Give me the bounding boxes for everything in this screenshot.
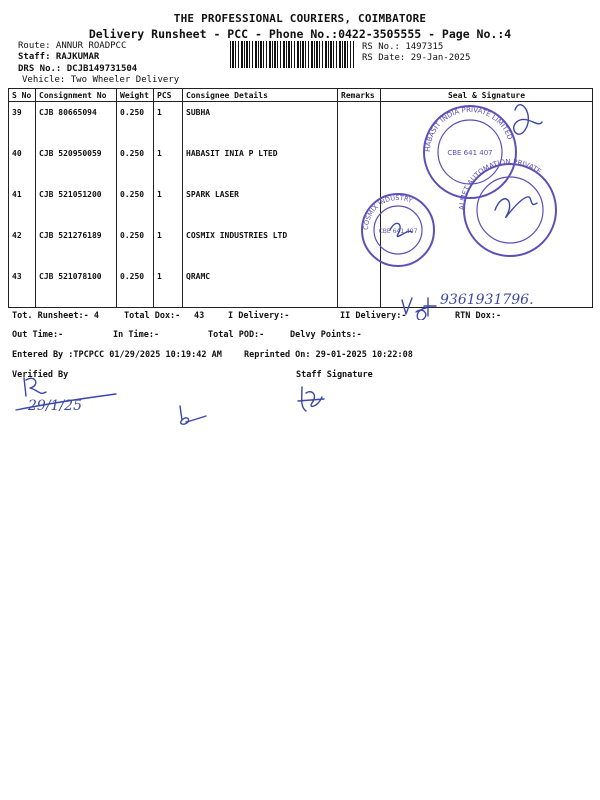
cell-consignment: CJB 520950059	[36, 143, 117, 184]
svg-text:HABASIT INDIA PRIVATE LIMITED	[424, 106, 514, 152]
staff-signature-label: Staff Signature	[296, 370, 373, 380]
out-time: Out Time:-	[12, 330, 64, 340]
total-pod: Total POD:-	[208, 330, 265, 340]
rtn-dox: RTN Dox:-	[455, 311, 502, 321]
drs-number: DRS No.: DCJB149731504	[18, 64, 138, 74]
ii-delivery: II Delivery:-	[340, 311, 407, 321]
cell-pcs: 1	[154, 184, 183, 225]
company-stamps-graphic	[350, 90, 595, 290]
total-dox-label: Total Dox:-	[124, 311, 181, 321]
vehicle-label: Vehicle: Two Wheeler Delivery	[22, 75, 180, 85]
col-seal-signature: Seal & Signature	[381, 89, 593, 102]
col-remarks: Remarks	[338, 89, 381, 102]
almet-stamp-text: ALMET AUTOMATION PRIVATE	[457, 157, 543, 211]
barcode	[230, 41, 354, 68]
cell-consignment: CJB 521078100	[36, 266, 117, 308]
cell-sno: 42	[9, 225, 36, 266]
habasit-stamp-center: CBE 641 407	[447, 149, 493, 157]
rs-date: RS Date: 29-Jan-2025	[362, 53, 471, 63]
rs-number: RS No.: 1497315	[362, 42, 444, 52]
cell-pcs: 1	[154, 102, 183, 144]
cell-weight: 0.250	[117, 266, 154, 308]
cell-consignee: HABASIT INIA P LTED	[183, 143, 338, 184]
cell-sno: 41	[9, 184, 36, 225]
entered-by: Entered By :TPCPCC 01/29/2025 10:19:42 AM	[12, 350, 222, 360]
signature-scribble	[495, 197, 537, 218]
cell-consignment: CJB 521276189	[36, 225, 117, 266]
staff-signature	[294, 383, 334, 417]
handwritten-phone: 9361931796.	[440, 292, 534, 308]
cell-consignment: CJB 521051200	[36, 184, 117, 225]
almet-stamp	[458, 158, 556, 256]
route-label: Route: ANNUR ROADPCC	[18, 41, 127, 51]
document-title: THE PROFESSIONAL COURIERS, COIMBATORE	[173, 12, 427, 25]
verified-by-label: Verified By	[12, 370, 69, 380]
col-pcs: PCS	[154, 89, 183, 102]
reprinted-on: Reprinted On: 29-01-2025 10:22:08	[244, 350, 413, 360]
col-sno: S No	[9, 89, 36, 102]
document-subtitle: Delivery Runsheet - PCC - Phone No.:0422-3505555 - Page No.:4	[88, 27, 512, 41]
cell-consignee: QRAMC	[183, 266, 338, 308]
cell-weight: 0.250	[117, 184, 154, 225]
cell-consignee: COSMIX INDUSTRIES LTD	[183, 225, 338, 266]
cell-weight: 0.250	[117, 225, 154, 266]
cell-sno: 43	[9, 266, 36, 308]
cell-weight: 0.250	[117, 143, 154, 184]
delivery-signature	[172, 398, 212, 426]
cell-consignee: SUBHA	[183, 102, 338, 144]
cell-pcs: 1	[154, 225, 183, 266]
in-time: In Time:-	[113, 330, 160, 340]
cell-consignee: SPARK LASER	[183, 184, 338, 225]
handwritten-initials	[398, 292, 444, 320]
delvy-points: Delvy Points:-	[290, 330, 362, 340]
cell-consignment: CJB 80665094	[36, 102, 117, 144]
staff-label: Staff: RAJKUMAR	[18, 52, 100, 62]
cell-weight: 0.250	[117, 102, 154, 144]
total-dox-value: 43	[194, 311, 205, 321]
col-weight: Weight	[117, 89, 154, 102]
col-consignment: Consignment No	[36, 89, 117, 102]
cosmix-stamp-center: CBE 641 407	[378, 228, 418, 235]
habasit-stamp-text: HABASIT INDIA PRIVATE LIMITED	[423, 105, 514, 153]
svg-text:COSMIX INDUSTRY	[362, 194, 414, 230]
i-delivery: I Delivery:-	[228, 311, 290, 321]
cell-sno: 40	[9, 143, 36, 184]
cosmix-stamp	[362, 194, 434, 266]
cell-pcs: 1	[154, 266, 183, 308]
signature-scribble	[514, 105, 542, 135]
cell-pcs: 1	[154, 143, 183, 184]
handwritten-date: 29/1/25	[28, 398, 82, 414]
cell-sno: 39	[9, 102, 36, 144]
tot-runsheet: Tot. Runsheet:- 4	[12, 311, 99, 321]
col-consignee: Consignee Details	[183, 89, 338, 102]
cosmix-stamp-text: COSMIX INDUSTRY	[361, 193, 414, 231]
